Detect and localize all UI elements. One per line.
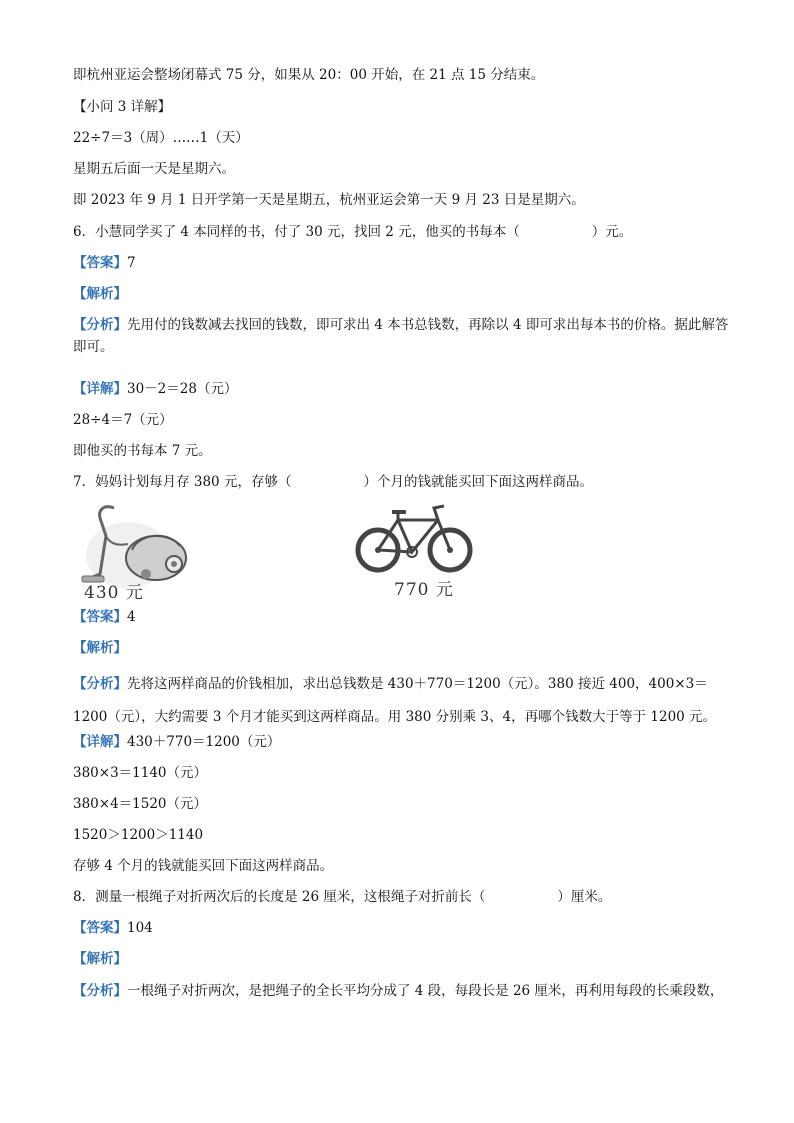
answer-value: 4	[127, 609, 136, 625]
analysis-subtag: 【分析】	[73, 983, 127, 999]
bicycle-icon	[352, 500, 477, 578]
analysis-text: 先将这两样商品的价钱相加，求出总钱数是 430＋770＝1200（元）。380 接近 400，400×3＝1200（元），大约需要 3 个月才能买到这两样商品。用 380 分别乘 3、4，再哪个钱数大于等于 1200 元。	[73, 676, 717, 725]
question-text: 7．妈妈计划每月存 380 元，存够（	[73, 474, 292, 490]
analysis-paragraph	[73, 314, 734, 358]
text-line: 即他买的书每本 7 元。	[73, 443, 212, 459]
text-line: 星期五后面一天是星期六。	[73, 161, 235, 177]
question-8	[73, 886, 734, 908]
question-text: ）个月的钱就能买回下面这两样商品。	[363, 474, 593, 490]
analysis-tag: 【解析】	[73, 640, 127, 656]
analysis-paragraph	[73, 980, 734, 1002]
answer-line	[73, 917, 734, 939]
question-text: 6．小慧同学买了 4 本同样的书，付了 30 元，找回 2 元，他买的书每本（	[73, 224, 520, 240]
answer-tag: 【答案】	[73, 920, 127, 936]
analysis-subtag: 【分析】	[73, 676, 127, 692]
text-line: 即杭州亚运会整场闭幕式 75 分，如果从 20：00 开始，在 21 点 15 分结束。	[73, 67, 545, 83]
question-text: ）厘米。	[557, 889, 612, 905]
analysis-text: 先用付的钱数减去找回的钱数，即可求出 4 本书总钱数，再除以 4 即可求出每本书的价格。据此解答即可。	[73, 317, 729, 355]
analysis-tag: 【解析】	[73, 286, 127, 302]
analysis-paragraph	[73, 668, 734, 734]
detail-line	[73, 731, 734, 753]
question-text: 8．测量一根绳子对折两次后的长度是 26 厘米，这根绳子对折前长（	[73, 889, 486, 905]
question-text: ）元。	[591, 224, 633, 240]
price-label-vacuum: 430 元	[84, 583, 144, 603]
question-7	[73, 471, 734, 493]
text-line: 28÷4＝7（元）	[73, 412, 173, 428]
detail-text: 30－2＝28（元）	[127, 381, 238, 397]
price-label-bike: 770 元	[394, 580, 454, 600]
question-6	[73, 221, 734, 243]
answer-value: 104	[127, 920, 153, 936]
text-line: 380×4＝1520（元）	[73, 796, 208, 812]
bicycle-figure	[352, 500, 477, 578]
answer-value: 7	[127, 255, 136, 271]
detail-text: 430＋770＝1200（元）	[127, 734, 281, 750]
answer-tag: 【答案】	[73, 255, 127, 271]
answer-line	[73, 252, 734, 274]
sub-question-heading: 【小问 3 详解】	[73, 99, 172, 115]
text-line: 22÷7＝3（周）……1（天）	[73, 130, 249, 146]
analysis-subtag: 【分析】	[73, 317, 127, 333]
text-line: 380×3＝1140（元）	[73, 765, 208, 781]
answer-line	[73, 606, 734, 628]
detail-line	[73, 378, 734, 400]
detail-tag: 【详解】	[73, 734, 127, 750]
text-line: 存够 4 个月的钱就能买回下面这两样商品。	[73, 858, 334, 874]
answer-tag: 【答案】	[73, 609, 127, 625]
text-line: 即 2023 年 9 月 1 日开学第一天是星期五，杭州亚运会第一天 9 月 23 日是星期六。	[73, 192, 585, 208]
detail-tag: 【详解】	[73, 381, 127, 397]
analysis-tag: 【解析】	[73, 951, 127, 967]
analysis-text: 一根绳子对折两次，是把绳子的全长平均分成了 4 段，每段长是 26 厘米，再利用每段的长乘段数，	[127, 983, 724, 999]
text-line: 1520＞1200＞1140	[73, 827, 204, 843]
